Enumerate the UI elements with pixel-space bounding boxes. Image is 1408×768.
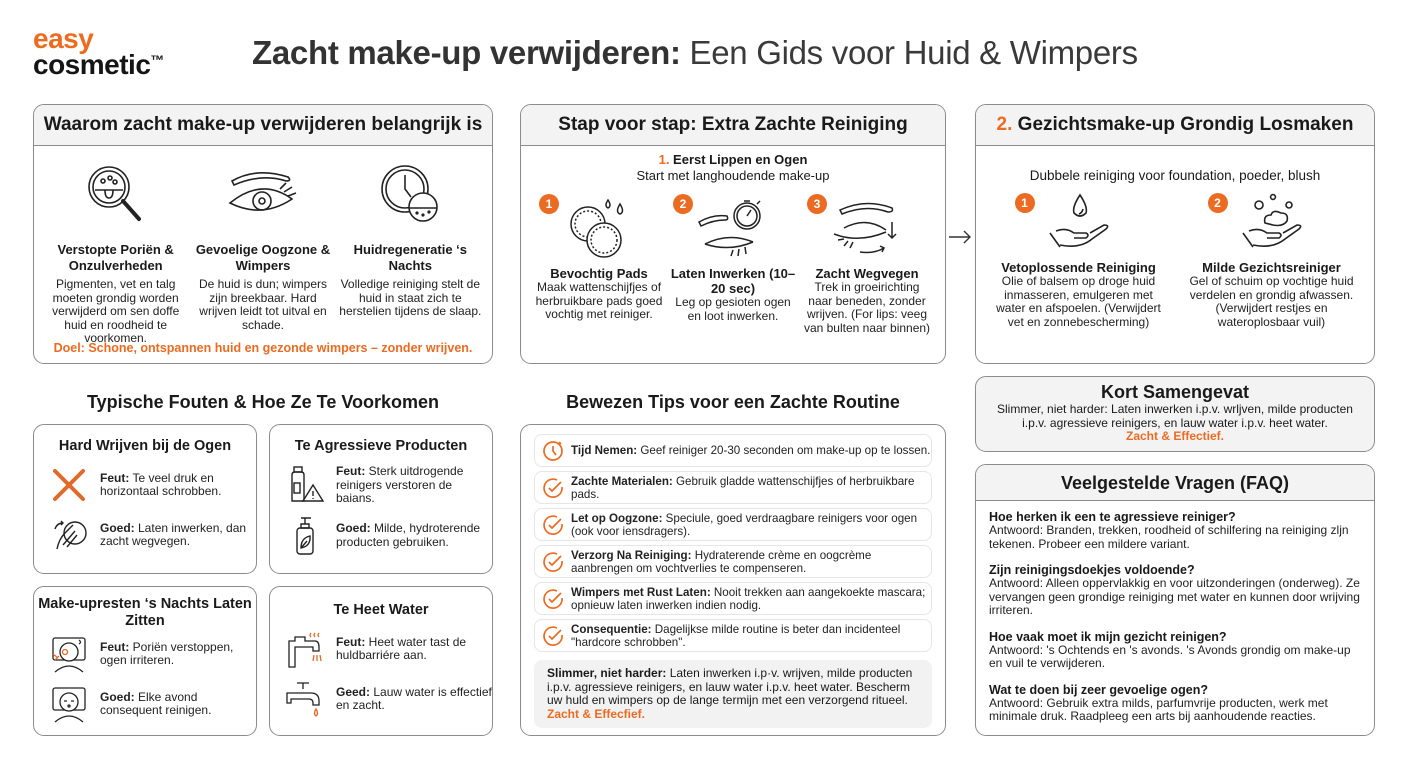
faq-answer: Antwoord: Gebruik extra milds, parfumvrije producten, werk met minimale druk. Raadpleeg een arts bij aanhoudende reacties. [989,695,1328,723]
faq-heading: Veelgestelde Vragen (FAQ) [976,465,1374,501]
mistake-bad-row: Feut: Heet water tast de huldbarriére aan. [270,629,492,669]
step-title: Zacht Wegvegen [815,266,919,281]
step-text: Maak wattenschijfjes of herbruikbare pads goed vochtig met reiniger. [535,280,663,321]
check-circle-icon [535,587,571,611]
step-number-badge: 2 [673,194,693,214]
why-item-title: Gevoelige Oogzone & Wimpers [195,242,331,273]
why-item-title: Huidregeneratie ‘s Nachts [353,242,468,273]
faq-item [976,630,1374,671]
step-item [533,192,665,335]
tip-item: Tijd Nemen: Geef reiniger 20-30 seconden om make-up op te lossen. [534,434,932,467]
why-heading: Waarom zacht make-up verwijderen belangrijk is [34,105,492,146]
step-text: Trek in groeirichting naar beneden, zonder wrijven. (For lips: veeg van bulten naar binnen) [803,280,931,335]
timer-icon [535,439,571,463]
check-circle-icon [535,476,571,500]
why-item-text: Pigmenten, vet en talg moeten grondig worden verwijderd om sen doffe huid en roodheid te voorkomen. [52,277,180,345]
mistake-bad-row: Feut: Te veel druk en horizontaal schrobben. [34,465,256,505]
trademark: ™ [150,51,164,68]
check-circle-icon [535,550,571,574]
brand-line-1: easy [33,23,94,54]
mistake-card [269,586,493,736]
mistake-good-row: Goed: Laten inwerken, dan zacht wegvegen. [34,515,256,555]
gentle-hand-icon [48,515,90,555]
eye-lashes-icon [189,160,336,228]
brand-logo [33,23,164,80]
mistake-bad-row: Feut: Sterk uitdrogende reinigers verstoren de baians. [270,465,492,506]
step-title: Bevochtig Pads [550,266,648,281]
faq-item [976,683,1374,724]
mistake-title: Te Agressieve Producten [294,438,468,454]
tips-heading: Bewezen Tips voor een Zachte Routine [566,392,900,412]
step-number-badge: 3 [807,194,827,214]
lukewarm-tap-icon [284,679,326,719]
why-item [189,160,336,346]
mistake-card [269,424,493,574]
face-step-title: Vetoplossende Reiniging [1001,260,1156,275]
mistakes-heading: Typische Fouten & Hoe Ze Te Voorkomen [86,392,440,412]
face-step-text: Olie of balsem op droge huid inmasseren, emulgeren met water en afspoelen. (Verwijdert vet en zonnebescherming) [996,274,1161,329]
why-item-title: Verstopte Poriën & Onzulverheden [57,242,174,273]
faq-question: Hoe vaak moet ik mijn gezicht reinigen? [989,629,1227,644]
pump-bottle-leaf-icon [284,516,326,556]
mistake-card [33,424,257,574]
clock-skin-icon [337,160,484,228]
check-circle-icon [535,513,571,537]
mistake-bad-row: Feut: Poriën verstoppen, ogen irriteren. [34,634,256,674]
tips-card [520,424,946,736]
step-item [667,192,799,335]
step-text: Leg op gesioten ogen en loot inwerken. [675,295,791,323]
tips-summary: Slimmer, niet harder: Laten inwerken i.p·v. wrijven, milde producten i.p.v. agressieve reinigers, en lauw water i.p.v. heet water. Bescherm uw huld en wimpers op de lange termijn met een verzorgend ritueel. Zacht & Effecfief. [534,660,932,728]
why-item-text: De huid is dun; wimpers zijn breekbaar. Hard wrijven leidt tot uitval en schade. [198,277,328,332]
step-number-badge: 2 [1208,193,1228,213]
face-step-item [989,189,1169,329]
cross-icon [48,465,90,505]
faq-question: Wat te doen bij zeer gevoelige ogen? [989,682,1209,697]
check-circle-icon [535,624,571,648]
faq-answer: Antwoord: Branden, trekken, roodheid of schilfering na reiniging zljn tekenen. Probeer een mildere variant. [989,523,1349,551]
tip-item: Let op Oogzone: Speciule, goed verdraagbare reinigers voor ogen (ook voor iensdragers). [534,508,932,541]
step-number-badge: 1 [1015,193,1035,213]
recap-card [975,376,1375,452]
sleeping-face-makeup-icon [48,634,90,674]
step-item [801,192,933,335]
face-subtitle: Dubbele reiniging voor foundation, poeder, blush [1029,168,1321,183]
face-step-title: Milde Gezichtsreiniger [1202,260,1341,275]
faq-item [976,510,1374,551]
recap-accent: Zacht & Effectief. [1125,429,1224,443]
faq-card [975,464,1375,736]
mistake-card [33,586,257,736]
magnifier-pores-icon [42,160,189,228]
tip-item: Zachte Materialen: Gebruik gladde wattenschijfjes of herbruikbare pads. [534,471,932,504]
step-number-badge: 1 [539,194,559,214]
why-item [337,160,484,346]
faq-item [976,563,1374,618]
steps-card [520,104,946,364]
faq-answer: Antwoord: 's Ochtends en 's avonds. 's Avonds grondig om make-up en vuil te verwijderen. [989,642,1351,670]
mistake-title: Te Heet Water [333,602,429,618]
faq-question: Hoe herken ik een te agressieve reiniger? [989,510,1236,524]
step-title: Laten Inwerken (10–20 sec) [670,266,796,296]
brand-line-2: cosmetic™ [33,48,164,80]
hot-tap-icon [284,629,326,669]
mistake-good-row: Geed: Lauw water is effectief en zacht. [270,679,492,719]
tips-list [521,434,945,652]
steps-heading: Stap voor stap: Extra Zachte Reiniging [521,105,945,146]
page-title: Zacht make-up verwijderen: Een Gids voor Huid & Wimpers [252,34,1138,71]
mistake-title: Hard Wrijven bij de Ogen [58,438,232,454]
why-item-text: Volledige reiniging stelt de huid in staat zich te herstelien tijdens de slaap. [339,277,482,318]
sleeping-face-clean-icon [48,684,90,724]
face-step-text: Gel of schuim op vochtige huid verdelen en grondig afwassen. (Verwijdert restjes en wateroplosbaar vuil) [1189,274,1354,329]
face-step-item [1182,189,1362,329]
recap-text: Slimmer, niet harder: Laten inwerken i.p.v. wrljven, milde producten i.p.v. agressieve reinigers, en lauw water i.p.v. heet water. [997,402,1353,430]
faq-question: Zijn reinigingsdoekjes voldoende? [989,563,1195,577]
face-heading: 2. Gezichtsmake-up Grondig Losmaken [976,105,1374,146]
steps-subtitle: 1. Eerst Lippen en Ogen Start met langhoudende make-up [636,152,830,183]
faq-answer: Antwoord: Alleen oppervlakkig en voor uitzonderingen (onderweg). Ze vervangen geen grondige reiniging met water en kunnen door wrijving irriteren. [989,576,1360,617]
bottle-warning-icon [284,465,326,505]
arrow-right-icon [948,229,972,245]
mistake-good-row: Goed: Elke avond consequent reinigen. [34,684,256,724]
why-item [42,160,189,346]
tip-item: Wimpers met Rust Laten: Nooit trekken aan aangekoekte mascara; opnieuw laten inwerken indien nodig. [534,582,932,615]
why-card [33,104,493,364]
face-makeup-card [975,104,1375,364]
tip-item: Consequentie: Dagelijkse milde routine is beter dan incidenteel "hardcore schrobben". [534,619,932,652]
recap-heading: Kort Samengevat [1100,382,1250,402]
mistake-title: Make-upresten ‘s Nachts Laten Zitten [38,596,252,629]
tip-item: Verzorg Na Reiniging: Hydraterende crème en oogcrème aanbrengen om vochtverlies te compenseren. [534,545,932,578]
mistake-good-row: Goed: Milde, hydroterende producten gebruiken. [270,516,492,556]
goal-text: Doel: Schone, ontspannen huid en gezonde wimpers – zonder wrijven. [53,341,473,355]
